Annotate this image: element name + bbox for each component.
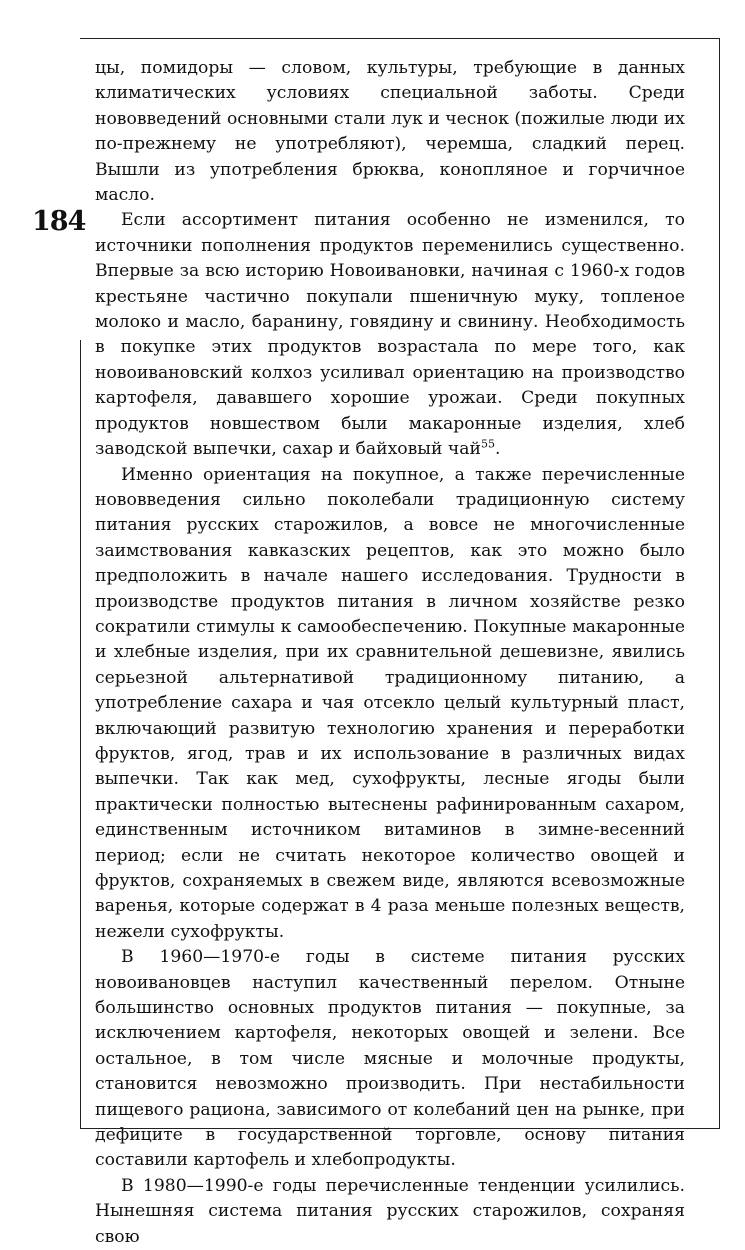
paragraph-2-text: Если ассортимент питания особенно не изменился, то источники пополнения продуктов переменились существенно. Впервые за всю историю Новоивановки, начиная с 1960-х годов крестьяне частично покупали пшеничную муку, топленое молоко и масло, баранину, говядину и свинину. Необходимость в покупке этих продуктов возрастала по мере того, как новоивановский колхоз усиливал ориентацию на производство картофеля, дававшего хорошие урожаи. Среди покупных продуктов новшеством были макаронные изделия, хлеб заводской выпечки, сахар и байховый чай [95, 210, 685, 460]
paragraph-5: В 1980—1990-е годы перечисленные тенденции усилились. Нынешняя система питания русских старожилов, сохраняя свою [95, 1175, 685, 1247]
body-text [95, 56, 685, 1250]
paragraph-4: В 1960—1970-е годы в системе питания русских новоивановцев наступил качественный перелом. Отныне большинство основных продуктов питания — покупные, за исключением картофеля, некоторых овощей и зелени. Все остальное, в том числе мясные и молочные продукты, становится невозможно производить. При нестабильности пищевого рациона, зависимого от колебаний цен на рынке, при дефиците в государственной торговле, основу питания составили картофель и хлебопродукты. [95, 947, 685, 1171]
page-number: 184 [32, 206, 86, 237]
frame-top-rule [80, 38, 720, 39]
paragraph-2-end: . [494, 439, 501, 460]
paragraph-2 [95, 208, 685, 462]
frame-left-rule [80, 340, 81, 1128]
paragraph-1: цы, помидоры — словом, культуры, требующие в данных климатических условиях специальной заботы. Среди нововведений основными стали лук и чеснок (пожилые люди их по-прежнему не употребляют), черемша, сладкий перец. Вышли из употребления брюква, конопляное и горчичное масло. [95, 58, 685, 206]
footnote-ref-55: 55 [480, 437, 495, 451]
paragraph-3: Именно ориентация на покупное, а также перечисленные нововведения сильно поколебали традиционную систему питания русских старожилов, а вовсе не многочисленные заимствования кавказских рецептов, как это можно было предположить в начале нашего исследования. Трудности в производстве продуктов питания в личном хозяйстве резко сократили стимулы к самообеспечению. Покупные макаронные и хлебные изделия, при их сравнительной дешевизне, явились серьезной альтернативой традиционному питанию, а употребление сахара и чая отсекло целый культурный пласт, включающий развитую технологию хранения и переработки фруктов, ягод, трав и их использование в различных видах выпечки. Так как мед, сухофрукты, лесные ягоды были практически полностью вытеснены рафинированным сахаром, единственным источником витаминов в зимне-весенний период; если не считать некоторое количество овощей и фруктов, сохраняемых в свежем виде, являются всевозможные варенья, которые содержат в 4 раза меньше полезных веществ, нежели сухофрукты. [95, 464, 685, 942]
frame-right-rule [719, 38, 720, 1128]
